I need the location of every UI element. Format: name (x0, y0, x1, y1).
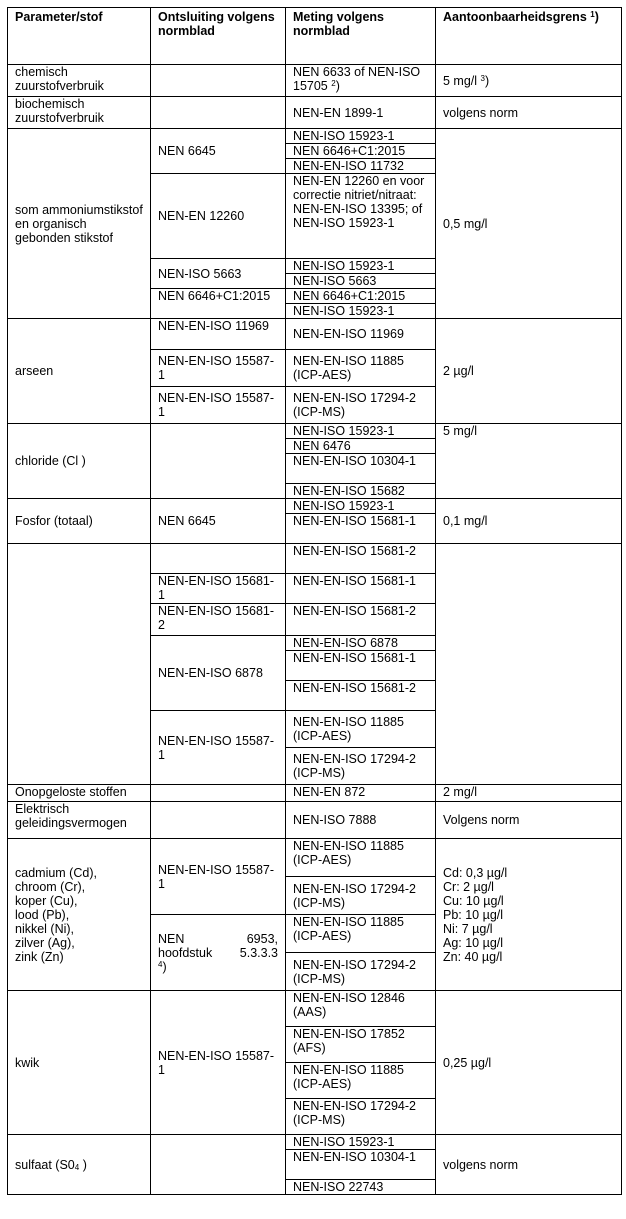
meting-arseen-3: NEN-EN-ISO 17294-2 (ICP-MS) (286, 387, 436, 424)
param-empty (8, 544, 151, 785)
ontsluiting-metalen-2-line1: NEN 6953, (158, 931, 278, 946)
ontsluiting-empty (151, 1135, 286, 1195)
grens-bzv: volgens norm (436, 97, 622, 129)
ontsluiting-fosfor: NEN 6645 (151, 499, 286, 544)
metaal-cr: chroom (Cr), (15, 879, 86, 894)
grens-pb: Pb: 10 µg/l (443, 907, 504, 922)
table-row (8, 1135, 622, 1150)
meting-kwik-4: NEN-EN-ISO 17294-2 (ICP-MS) (286, 1099, 436, 1135)
meting-fosfor-2: NEN-EN-ISO 15681-1 (286, 514, 436, 544)
ontsluiting-empty (151, 785, 286, 802)
ontsluiting-kwik: NEN-EN-ISO 15587-1 (151, 991, 286, 1135)
ontsluiting-arseen-1: NEN-EN-ISO 11969 (151, 319, 286, 350)
meting-geleiding: NEN-ISO 7888 (286, 802, 436, 839)
metaal-ag: zilver (Ag), (15, 935, 75, 950)
ontsluiting-empty (151, 802, 286, 839)
table-row (8, 499, 622, 514)
meting-chloride-3: NEN-EN-ISO 10304-1 (286, 454, 436, 484)
meting-metalen-2a: NEN-EN-ISO 11885 (ICP-AES) (286, 915, 436, 953)
grens-ni: Ni: 7 µg/l (443, 921, 493, 936)
ontsluiting-empty (151, 65, 286, 97)
ontsluiting-fosfor2-3: NEN-EN-ISO 6878 (151, 636, 286, 711)
metaal-pb: lood (Pb), (15, 907, 70, 922)
meting-onopgelost: NEN-EN 872 (286, 785, 436, 802)
meting-stikstof-2: NEN-EN 12260 en voor correctie nitriet/nitraat: NEN-EN-ISO 13395; of NEN-ISO 15923-1 (286, 174, 436, 259)
header-parameter: Parameter/stof (8, 8, 151, 65)
analysis-methods-table (7, 7, 622, 1195)
ontsluiting-metalen-2: NEN 6953, hoofdstuk 5.3.3.3 $^4$) (151, 915, 286, 991)
grens-kwik: 0,25 µg/l (436, 991, 622, 1135)
table-row (8, 785, 622, 802)
meting-stikstof-3a: NEN-ISO 15923-1 (286, 259, 436, 274)
meting-fosfor2-3b: NEN-EN-ISO 15681-1 (286, 651, 436, 681)
param-onopgelost: Onopgeloste stoffen (8, 785, 151, 802)
metaal-zn: zink (Zn) (15, 949, 64, 964)
meting-kwik-3: NEN-EN-ISO 11885 (ICP-AES) (286, 1063, 436, 1099)
table-header-row (8, 8, 622, 65)
ontsluiting-stikstof-3: NEN-ISO 5663 (151, 259, 286, 289)
ontsluiting-empty (151, 97, 286, 129)
grens-stikstof: 0,5 mg/l (436, 129, 622, 319)
meting-fosfor2-0: NEN-EN-ISO 15681-2 (286, 544, 436, 574)
grens-cu: Cu: 10 µg/l (443, 893, 504, 908)
meting-stikstof-4a: NEN 6646+C1:2015 (286, 289, 436, 304)
table-row (8, 65, 622, 97)
table-row (8, 991, 622, 1027)
header-grens: Aantoonbaarheidsgrens $^1$) (436, 8, 622, 65)
meting-stikstof-1a: NEN-ISO 15923-1 (286, 129, 436, 144)
grens-geleiding: Volgens norm (436, 802, 622, 839)
grens-ag: Ag: 10 µg/l (443, 935, 504, 950)
metaal-ni: nikkel (Ni), (15, 921, 75, 936)
meting-stikstof-1c: NEN-EN-ISO 11732 (286, 159, 436, 174)
header-meting: Meting volgens normblad (286, 8, 436, 65)
meting-fosfor2-4b: NEN-EN-ISO 17294-2 (ICP-MS) (286, 748, 436, 785)
ontsluiting-arseen-3: NEN-EN-ISO 15587-1 (151, 387, 286, 424)
meting-metalen-2b: NEN-EN-ISO 17294-2 (ICP-MS) (286, 953, 436, 991)
meting-fosfor-1: NEN-ISO 15923-1 (286, 499, 436, 514)
footnote-4: 4 (158, 959, 163, 969)
ontsluiting-fosfor2-1: NEN-EN-ISO 15681-1 (151, 574, 286, 604)
meting-arseen-1: NEN-EN-ISO 11969 (286, 319, 436, 350)
table-row (8, 97, 622, 129)
ontsluiting-fosfor2-4: NEN-EN-ISO 15587-1 (151, 711, 286, 785)
grens-fosfor: 0,1 mg/l (436, 499, 622, 544)
ontsluiting-empty (151, 544, 286, 574)
ontsluiting-metalen-1: NEN-EN-ISO 15587-1 (151, 839, 286, 915)
ontsluiting-stikstof-1: NEN 6645 (151, 129, 286, 174)
meting-fosfor2-3a: NEN-EN-ISO 6878 (286, 636, 436, 651)
header-ontsluiting: Ontsluiting volgens normblad (151, 8, 286, 65)
meting-fosfor2-4a: NEN-EN-ISO 11885 (ICP-AES) (286, 711, 436, 748)
table-row (8, 544, 622, 574)
grens-cd: Cd: 0,3 µg/l (443, 865, 508, 880)
meting-kwik-1: NEN-EN-ISO 12846 (AAS) (286, 991, 436, 1027)
meting-stikstof-4b: NEN-ISO 15923-1 (286, 304, 436, 319)
grens-metalen (436, 839, 622, 991)
table-row (8, 319, 622, 350)
meting-metalen-1b: NEN-EN-ISO 17294-2 (ICP-MS) (286, 877, 436, 915)
ontsluiting-stikstof-4: NEN 6646+C1:2015 (151, 289, 286, 319)
ontsluiting-empty (151, 424, 286, 499)
param-sulfaat: sulfaat ($S0_4$ ) (8, 1135, 151, 1195)
grens-sulfaat: volgens norm (436, 1135, 622, 1195)
table-row (8, 424, 622, 439)
grens-chloride: 5 mg/l (436, 424, 622, 499)
meting-sulfaat-3: NEN-ISO 22743 (286, 1180, 436, 1195)
ontsluiting-arseen-2: NEN-EN-ISO 15587-1 (151, 350, 286, 387)
metaal-cd: cadmium (Cd), (15, 865, 97, 880)
meting-arseen-2: NEN-EN-ISO 11885 (ICP-AES) (286, 350, 436, 387)
param-kwik: kwik (8, 991, 151, 1135)
meting-stikstof-1b: NEN 6646+C1:2015 (286, 144, 436, 159)
ontsluiting-fosfor2-2: NEN-EN-ISO 15681-2 (151, 604, 286, 636)
grens-arseen: 2 µg/l (436, 319, 622, 424)
table-row (8, 839, 622, 877)
meting-kwik-2: NEN-EN-ISO 17852 (AFS) (286, 1027, 436, 1063)
param-czv: chemisch zuurstofverbruik (8, 65, 151, 97)
table-row (8, 802, 622, 839)
norm-table-document (7, 7, 621, 1195)
meting-chloride-2: NEN 6476 (286, 439, 436, 454)
grens-onopgelost: 2 mg/l (436, 785, 622, 802)
grens-czv: 5 mg/l $^3$) (436, 65, 622, 97)
meting-stikstof-3b: NEN-ISO 5663 (286, 274, 436, 289)
param-metalen (8, 839, 151, 991)
grens-zn: Zn: 40 µg/l (443, 949, 503, 964)
grens-cr: Cr: 2 µg/l (443, 879, 494, 894)
grens-empty (436, 544, 622, 785)
meting-fosfor2-2: NEN-EN-ISO 15681-2 (286, 604, 436, 636)
param-arseen: arseen (8, 319, 151, 424)
param-fosfor: Fosfor (totaal) (8, 499, 151, 544)
param-stikstof: som ammoniumstikstof en organisch gebonden stikstof (8, 129, 151, 319)
ontsluiting-stikstof-2: NEN-EN 12260 (151, 174, 286, 259)
meting-bzv: NEN-EN 1899-1 (286, 97, 436, 129)
metaal-cu: koper (Cu), (15, 893, 78, 908)
ontsluiting-metalen-2-line2: hoofdstuk 5.3.3.3 (158, 945, 278, 960)
table-row (8, 129, 622, 144)
meting-sulfaat-2: NEN-EN-ISO 10304-1 (286, 1150, 436, 1180)
meting-fosfor2-3c: NEN-EN-ISO 15681-2 (286, 681, 436, 711)
param-bzv: biochemisch zuurstofverbruik (8, 97, 151, 129)
meting-chloride-1: NEN-ISO 15923-1 (286, 424, 436, 439)
meting-czv: NEN 6633 of NEN-ISO 15705 $^2$) (286, 65, 436, 97)
meting-fosfor2-1: NEN-EN-ISO 15681-1 (286, 574, 436, 604)
param-geleiding: Elektrisch geleidingsvermogen (8, 802, 151, 839)
meting-chloride-4: NEN-EN-ISO 15682 (286, 484, 436, 499)
meting-metalen-1a: NEN-EN-ISO 11885 (ICP-AES) (286, 839, 436, 877)
param-chloride: chloride (Cl ) (8, 424, 151, 499)
meting-sulfaat-1: NEN-ISO 15923-1 (286, 1135, 436, 1150)
